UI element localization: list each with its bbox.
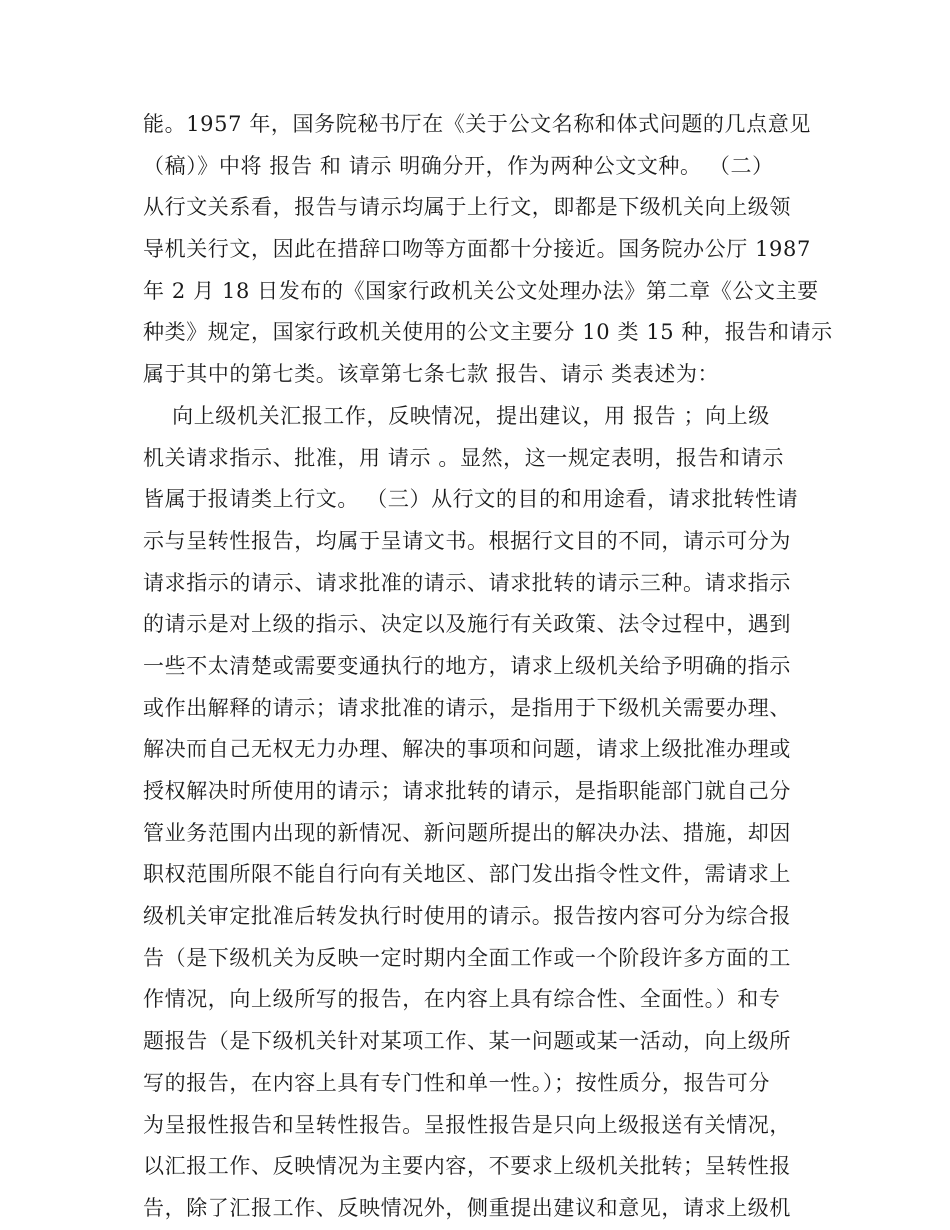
text-line: 告，除了汇报工作、反映情况外，侧重提出建议和意见，请求上级机 xyxy=(143,1195,791,1220)
text-line: （稿）》中将 报告 和 请示 明确分开，作为两种公文文种。 （二） xyxy=(143,153,774,178)
text-line: 皆属于报请类上行文。 （三）从行文的目的和用途看，请求批转性请 xyxy=(143,487,799,512)
text-line: 以汇报工作、反映情况为主要内容，不要求上级机关批转；呈转性报 xyxy=(143,1154,791,1179)
text-line: 机关请求指示、批准，用 请示 。显然，这一规定表明，报告和请示 xyxy=(143,445,784,470)
text-line: 为呈报性报告和呈转性报告。呈报性报告是只向上级报送有关情况， xyxy=(143,1112,791,1137)
text-line: 解决而自己无权无力办理、解决的事项和问题，请求上级批准办理或 xyxy=(143,737,791,762)
text-line: 种类》规定，国家行政机关使用的公文主要分 10 类 15 种，报告和请示 xyxy=(143,320,833,345)
text-line: 示与呈转性报告，均属于呈请文书。根据行文目的不同，请示可分为 xyxy=(143,528,791,553)
text-line: 能。1957 年，国务院秘书厅在《关于公文名称和体式问题的几点意见 xyxy=(143,112,811,136)
text-line: 请求指示的请示、请求批准的请示、请求批转的请示三种。请求指示 xyxy=(143,570,791,595)
text-line: 向上级机关汇报工作，反映情况，提出建议，用 报告 ；向上级 xyxy=(143,403,770,428)
text-line: 级机关审定批准后转发执行时使用的请示。报告按内容可分为综合报 xyxy=(143,904,791,929)
text-line: 写的报告，在内容上具有专门性和单一性。）；按性质分，报告可分 xyxy=(143,1070,770,1095)
text-line: 属于其中的第七类。该章第七条七款 报告、请示 类表述为： xyxy=(143,362,720,387)
text-line: 的请示是对上级的指示、决定以及施行有关政策、法令过程中，遇到 xyxy=(143,612,791,637)
text-line: 或作出解释的请示；请求批准的请示，是指用于下级机关需要办理、 xyxy=(143,695,791,720)
text-line: 告（是下级机关为反映一定时期内全面工作或一个阶段许多方面的工 xyxy=(143,945,791,970)
text-line: 年 2 月 18 日发布的《国家行政机关公文处理办法》第二章《公文主要 xyxy=(143,278,819,303)
text-line: 职权范围所限不能自行向有关地区、部门发出指令性文件，需请求上 xyxy=(143,862,791,887)
text-line: 从行文关系看，报告与请示均属于上行文，即都是下级机关向上级领 xyxy=(143,195,791,220)
text-line: 题报告（是下级机关针对某项工作、某一问题或某一活动，向上级所 xyxy=(143,1029,791,1054)
text-line: 作情况，向上级所写的报告，在内容上具有综合性、全面性。）和专 xyxy=(143,987,781,1012)
text-line: 导机关行文，因此在措辞口吻等方面都十分接近。国务院办公厅 1987 xyxy=(143,237,811,262)
text-line: 一些不太清楚或需要变通执行的地方，请求上级机关给予明确的指示 xyxy=(143,653,791,678)
text-line: 授权解决时所使用的请示；请求批转的请示，是指职能部门就自己分 xyxy=(143,779,791,803)
body-text xyxy=(143,104,833,1230)
text-line: 管业务范围内出现的新情况、新问题所提出的解决办法、措施，却因 xyxy=(143,820,791,845)
